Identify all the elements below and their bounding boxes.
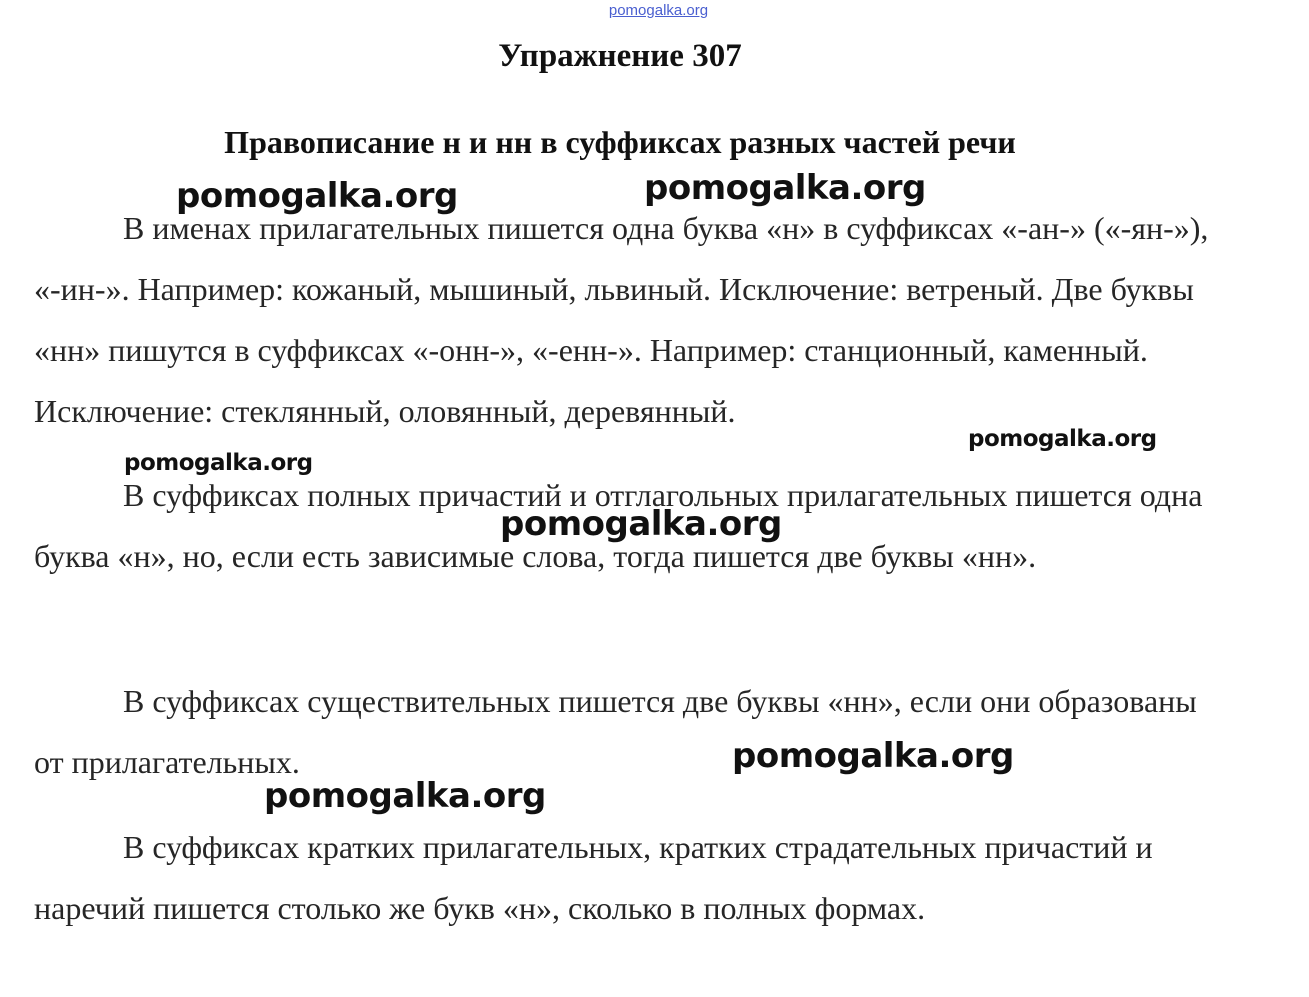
watermark: pomogalka.org — [500, 504, 782, 544]
watermark: pomogalka.org — [124, 450, 313, 476]
watermark: pomogalka.org — [264, 776, 546, 816]
watermark: pomogalka.org — [732, 736, 1014, 776]
exercise-subtitle: Правописание н и нн в суффиксах разных частей речи — [224, 124, 1016, 160]
exercise-title: Упражнение 307 — [498, 38, 742, 74]
paragraph-adjectives: В именах прилагательных пишется одна буква «н» в суффиксах «-ан-» («-ян-»), «-ин-». Например: кожаный, мышиный, львиный. Исключение: ветреный. Две буквы «нн» пишутся в суффиксах «-онн-», «-енн-». Например: станционный, каменный. Исключение: стеклянный, оловянный, деревянный. — [34, 210, 1209, 429]
site-link[interactable]: pomogalka.org — [608, 2, 709, 19]
watermark: pomogalka.org — [968, 426, 1157, 452]
watermark: pomogalka.org — [176, 176, 458, 216]
paragraph-short-forms: В суффиксах кратких прилагательных, кратких страдательных причастий и наречий пишется столько же букв «н», сколько в полных формах. — [34, 829, 1153, 926]
paragraph-participles: В суффиксах полных причастий и отглагольных прилагательных пишется одна буква «н», но, если есть зависимые слова, тогда пишется две буквы «нн». — [34, 477, 1203, 574]
paragraph-nouns: В суффиксах существительных пишется две буквы «нн», если они образованы от прилагательных. — [34, 683, 1197, 780]
watermark: pomogalka.org — [644, 168, 926, 208]
